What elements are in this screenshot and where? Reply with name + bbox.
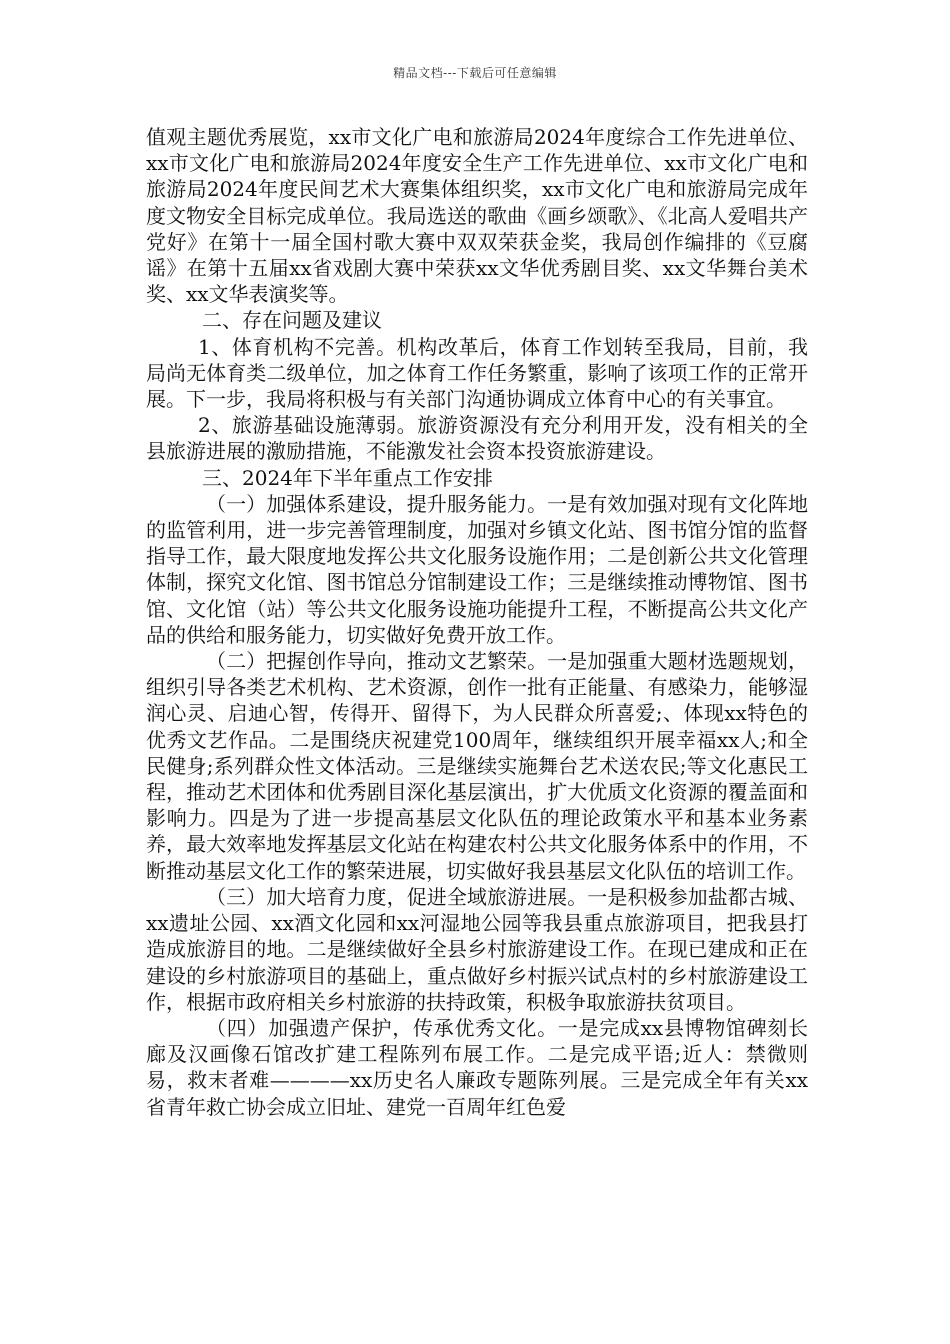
paragraph-tourism-cultivation: （三）加大培育力度，促进全域旅游进展。一是积极参加盐都古城、xx遗址公园、xx酒文化园和xx河湿地公园等我县重点旅游项目，把我县打造成旅游目的地。二是继续做好全县乡村旅游建设工作。在现已建成和正在建设的乡村旅游项目的基础上，重点做好乡村振兴试点村的乡村旅游建设工作，根据市政府相关乡村旅游的扶持政策，积极争取旅游扶贫项目。 [146,884,808,1014]
paragraph-tourism-infrastructure: 2、旅游基础设施薄弱。旅游资源没有充分利用开发，没有相关的全县旅游进展的激励措施，不能激发社会资本投资旅游建设。 [146,413,808,464]
paragraph-heritage-protection: （四）加强遗产保护，传承优秀文化。一是完成xx县博物馆碑刻长廊及汉画像石馆改扩建工程陈列布展工作。二是完成平语;近人：禁微则易，救末者难————xx历史名人廉政专题陈列展。三是完成全年有关xx省青年救亡协会成立旧址、建党一百周年红色爱 [146,1015,808,1119]
section-heading-plan: 三、2024年下半年重点工作安排 [202,465,493,490]
paragraph-sports-institution: 1、体育机构不完善。机构改革后，体育工作划转至我局，目前，我局尚无体育类二级单位，加之体育工作任务繁重，影响了该项工作的正常开展。下一步，我局将积极与有关部门沟通协调成立体育中心的有关事宜。 [146,334,808,412]
page-header: 精品文档---下载后可任意编辑 [393,66,557,80]
section-heading-problems: 二、存在问题及建议 [202,308,382,333]
document-body [146,124,808,1120]
paragraph-awards: 值观主题优秀展览，xx市文化广电和旅游局2024年度综合工作先进单位、xx市文化广电和旅游局2024年度安全生产工作先进单位、xx市文化广电和旅游局2024年度民间艺术大赛集体组织奖，xx市文化广电和旅游局完成年度文物安全目标完成单位。我局选送的歌曲《画乡颂歌》、《北高人爱唱共产党好》在第十一届全国村歌大赛中双双荣获金奖，我局创作编排的《豆腐谣》在第十五届xx省戏剧大赛中荣获xx文华优秀剧目奖、xx文华舞台美术奖、xx文华表演奖等。 [146,125,808,307]
paragraph-creative-guidance: （二）把握创作导向，推动文艺繁荣。一是加强重大题材选题规划，组织引导各类艺术机构、艺术资源，创作一批有正能量、有感染力，能够湿润心灵、启迪心智，传得开、留得下，为人民群众所喜爱;、体现xx特色的优秀文艺作品。二是围绕庆祝建党100周年，继续组织开展幸福xx人;和全民健身;系列群众性文体活动。三是继续实施舞台艺术送农民;等文化惠民工程，推动艺术团体和优秀剧目深化基层演出，扩大优质文化资源的覆盖面和影响力。四是为了进一步提高基层文化队伍的理论政策水平和基本业务素养，最大效率地发挥基层文化站在构建农村公共文化服务体系中的作用，不断推动基层文化工作的繁荣进展，切实做好我县基层文化队伍的培训工作。 [146,649,808,883]
paragraph-system-building: （一）加强体系建设，提升服务能力。一是有效加强对现有文化阵地的监管利用，进一步完善管理制度，加强对乡镇文化站、图书馆分馆的监督指导工作，最大限度地发挥公共文化服务设施作用；二是创新公共文化管理体制，探究文化馆、图书馆总分馆制建设工作；三是继续推动博物馆、图书馆、文化馆（站）等公共文化服务设施功能提升工程，不断提高公共文化产品的供给和服务能力，切实做好免费开放工作。 [146,491,808,647]
